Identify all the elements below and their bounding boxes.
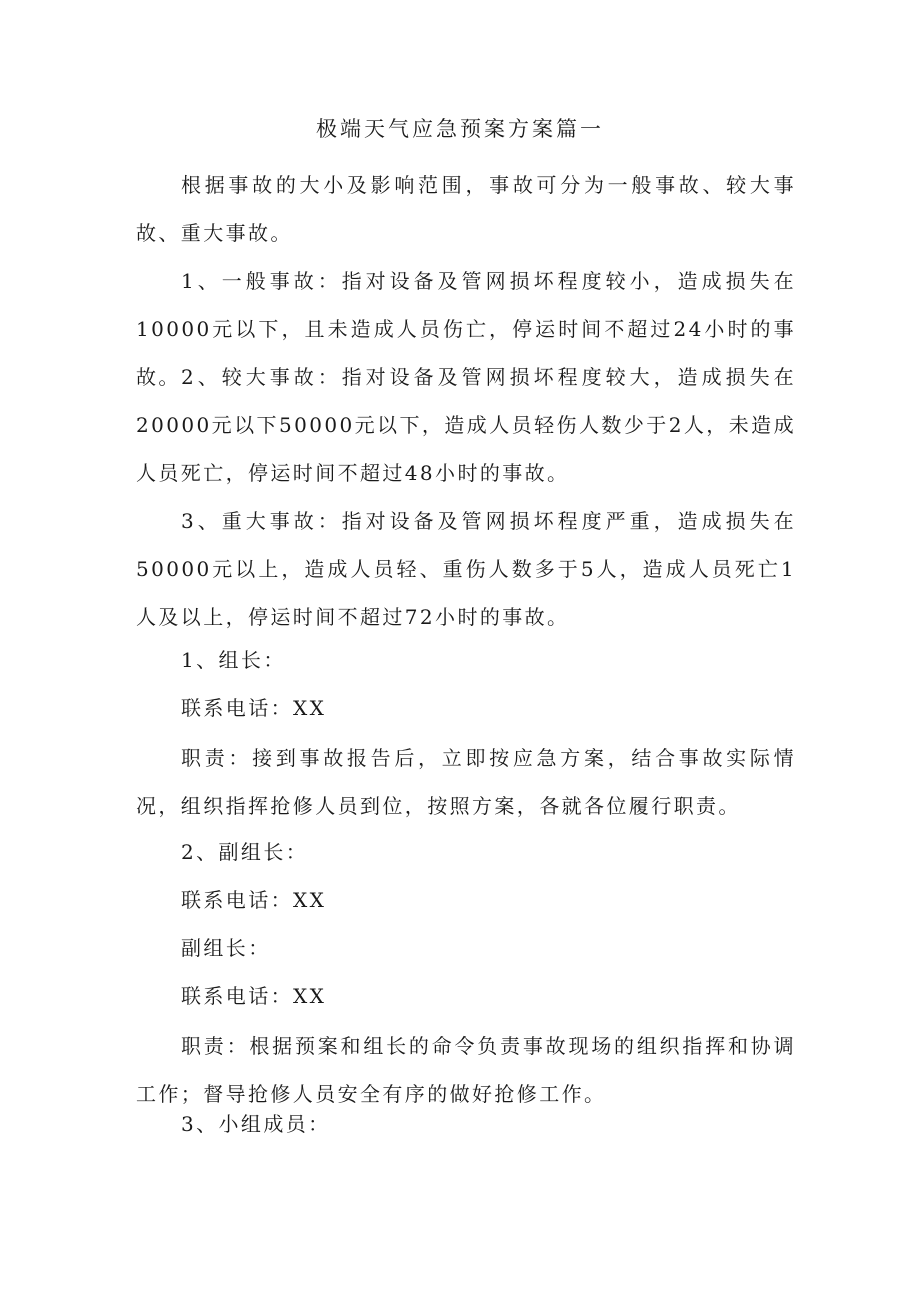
deputy-heading: 2、副组长： xyxy=(181,840,309,864)
general-accident-paragraph: 1、一般事故：指对设备及管网损坏程度较小，造成损失在10000元以下，且未造成人员伤亡，停运时间不超过24小时的事故。 xyxy=(136,269,796,389)
members-heading: 3、小组成员： xyxy=(181,1112,331,1136)
serious-accident-paragraph: 3、重大事故：指对设备及管网损坏程度严重，造成损失在50000元以上，造成人员轻、重伤人数多于5人，造成人员死亡1人及以上，停运时间不超过72小时的事故。 xyxy=(136,509,796,629)
deputy-phone-2: 联系电话：XX xyxy=(181,984,327,1008)
deputy-phone-1: 联系电话：XX xyxy=(181,888,327,912)
deputy-label: 副组长： xyxy=(181,936,271,960)
leader-duty-paragraph: 职责：接到事故报告后，立即按应急方案，结合事故实际情况，组织指挥抢修人员到位，按照方案，各就各位履行职责。 xyxy=(136,746,796,818)
major-accident-paragraph: 2、较大事故：指对设备及管网损坏程度较大，造成损失在20000元以下50000元以下，造成人员轻伤人数少于2人，未造成人员死亡，停运时间不超过48小时的事故。 xyxy=(136,365,796,485)
deputy-duty-paragraph: 职责：根据预案和组长的命令负责事故现场的组织指挥和协调工作；督导抢修人员安全有序的做好抢修工作。 xyxy=(136,1034,796,1106)
document-title: 极端天气应急预案方案篇一 xyxy=(316,117,604,141)
intro-paragraph: 根据事故的大小及影响范围，事故可分为一般事故、较大事故、重大事故。 xyxy=(136,173,796,245)
leader-heading: 1、组长： xyxy=(181,648,286,672)
leader-phone: 联系电话：XX xyxy=(181,696,327,720)
